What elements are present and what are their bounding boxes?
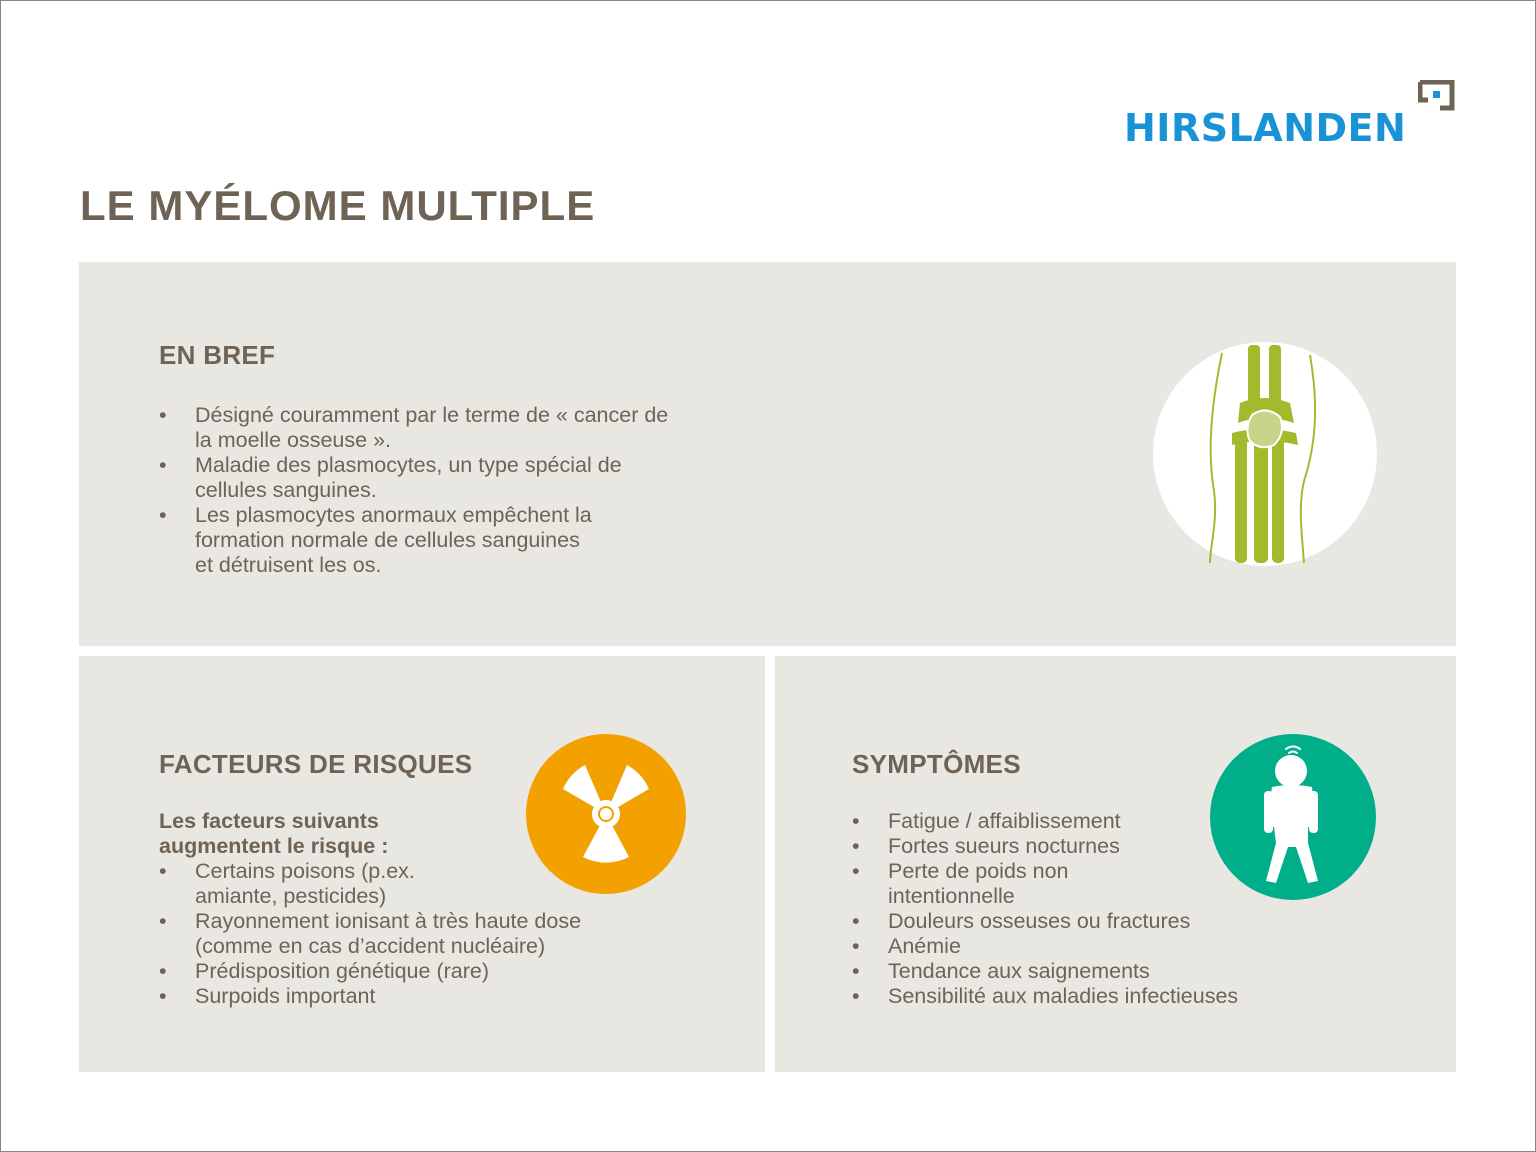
logo-wordmark: HIRSLANDEN [1124,106,1407,150]
en-bref-list [159,403,799,578]
en-bref-panel [79,262,1456,646]
facteurs-title: FACTEURS DE RISQUES [159,749,473,779]
knee-bones-icon [1152,341,1378,567]
page-title: LE MYÉLOME MULTIPLE [80,182,596,229]
facteurs-panel [79,656,765,1072]
list-item: • Perte de poids non intentionnelle [852,859,1412,909]
list-item: • Anémie [852,934,1412,959]
list-item: • Désigné couramment par le terme de « cancer de la moelle osseuse ». [159,403,799,453]
list-item: • Prédisposition génétique (rare) [159,959,719,984]
list-item: • Sensibilité aux maladies infectieuses [852,984,1412,1009]
tired-person-icon [1208,733,1378,901]
list-item: • Rayonnement ionisant à très haute dose (comme en cas d’accident nucléaire) [159,909,719,959]
list-item: • Maladie des plasmocytes, un type spécial de cellules sanguines. [159,453,799,503]
radiation-icon [525,733,687,895]
list-item: • Douleurs osseuses ou fractures [852,909,1412,934]
list-item: • Fatigue / affaiblissement [852,809,1412,834]
list-item: • Certains poisons (p.ex. amiante, pesticides) [159,859,719,909]
facteurs-lead: Les facteurs suivants augmentent le risque : [159,809,389,858]
list-item: • Les plasmocytes anormaux empêchent la formation normale de cellules sanguines et détruisent les os. [159,503,799,578]
list-item: • Surpoids important [159,984,719,1009]
hirslanden-logo [1124,80,1464,150]
list-item: • Tendance aux saignements [852,959,1412,984]
en-bref-title: EN BREF [159,340,276,370]
list-item: • Fortes sueurs nocturnes [852,834,1412,859]
symptomes-panel [775,656,1456,1072]
symptomes-title: SYMPTÔMES [852,749,1021,779]
logo-mark-icon [1418,80,1456,114]
